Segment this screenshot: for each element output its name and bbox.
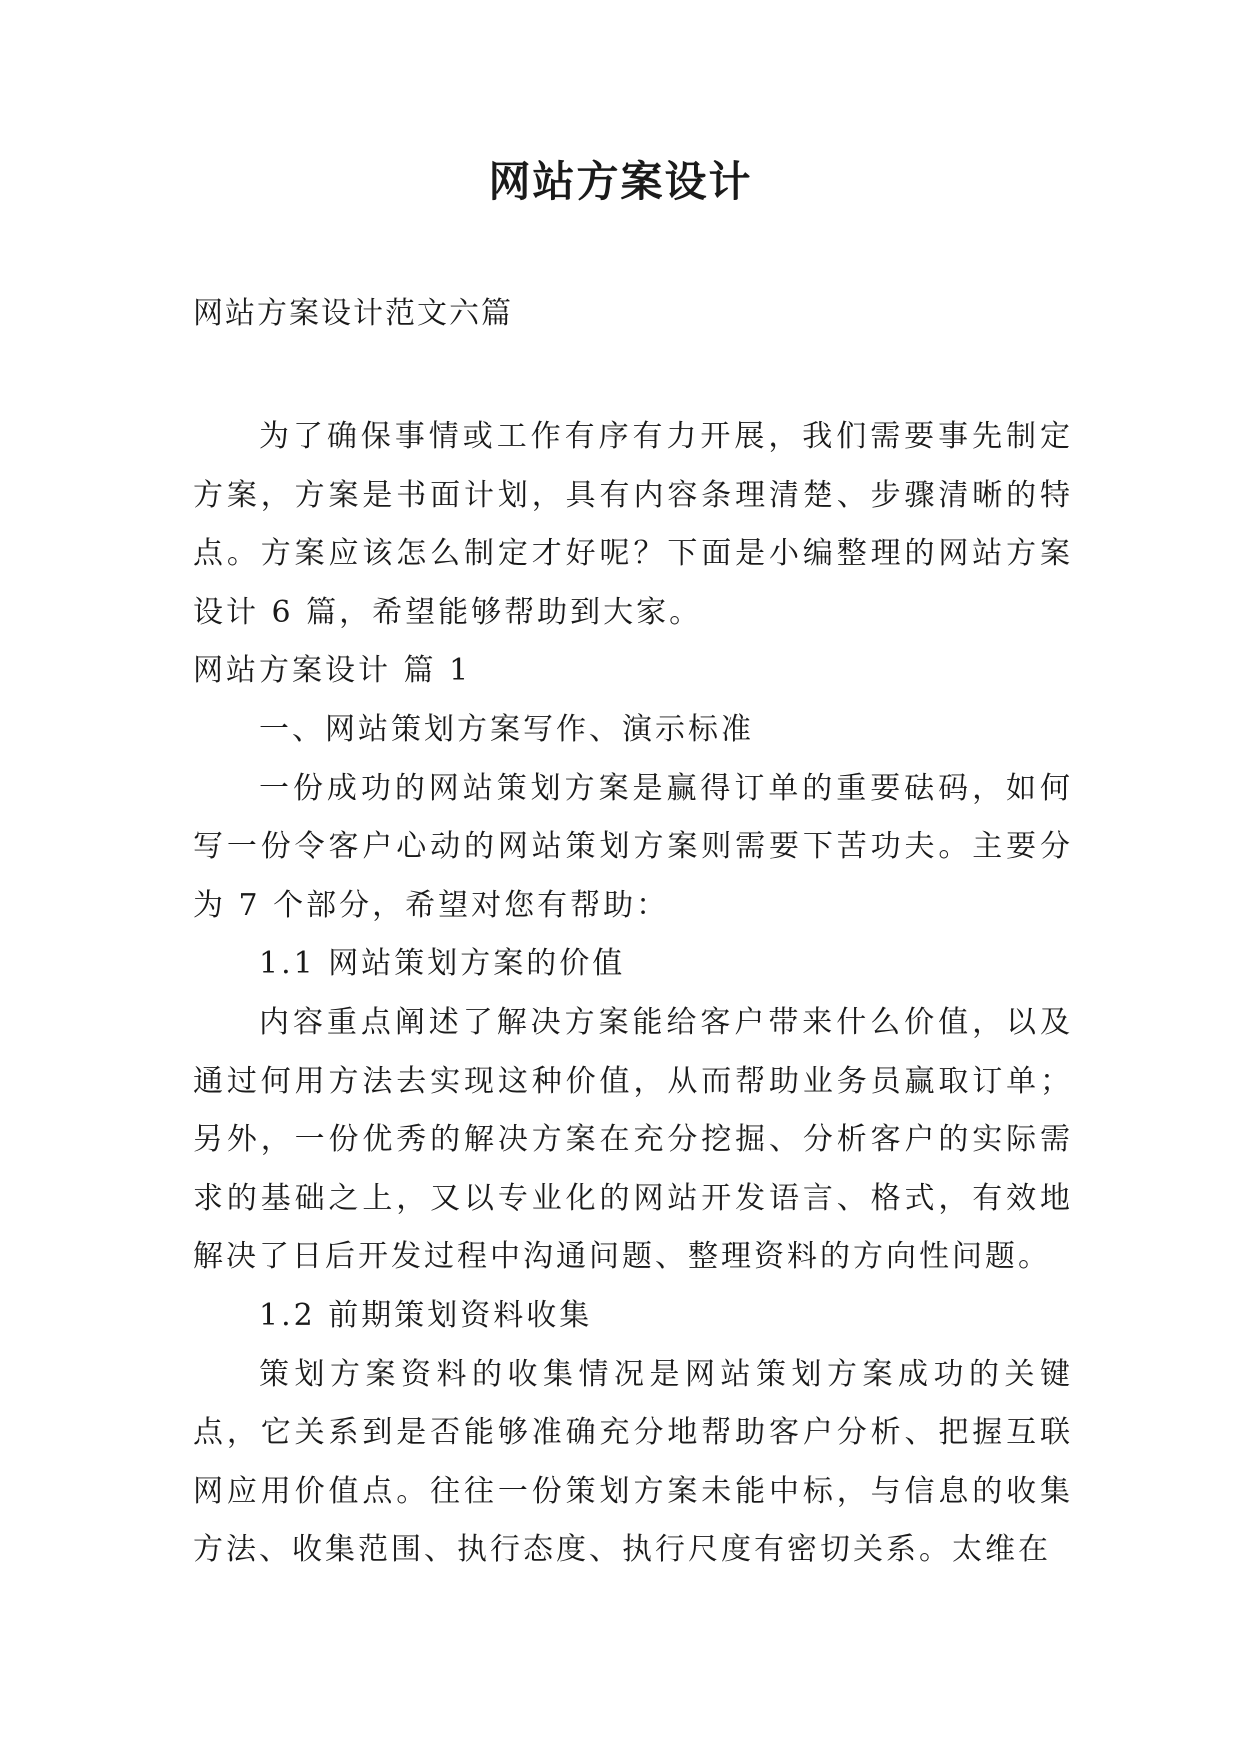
subsection-heading-value: 1.1 网站策划方案的价值 — [259, 946, 626, 982]
document-subtitle: 网站方案设计范文六篇 — [193, 296, 513, 331]
subsection-heading-collection: 1.2 前期策划资料收集 — [259, 1297, 593, 1333]
body-paragraph: 策划方案资料的收集情况是网站策划方案成功的关键点，它关系到是否能够准确充分地帮助客户分析、把握互联网应用价值点。往往一份策划方案未能中标，与信息的收集方法、收集范围、执行态度、执行尺度有密切关系。太维在 — [193, 1356, 1073, 1568]
document-body — [193, 408, 1073, 1580]
section-heading-standards: 一、网站策划方案写作、演示标准 — [259, 711, 754, 747]
intro-paragraph: 为了确保事情或工作有序有力开展，我们需要事先制定方案，方案是书面计划，具有内容条理清楚、步骤清晰的特点。方案应该怎么制定才好呢？下面是小编整理的网站方案设计 6 篇，希望能够帮助到大家。 — [193, 419, 1073, 630]
body-paragraph: 一份成功的网站策划方案是赢得订单的重要砝码，如何写一份令客户心动的网站策划方案则需要下苦功夫。主要分为 7 个部分，希望对您有帮助： — [193, 770, 1073, 923]
document-title: 网站方案设计 — [488, 157, 753, 206]
body-paragraph: 内容重点阐述了解决方案能给客户带来什么价值，以及通过何用方法去实现这种价值，从而帮助业务员赢取订单；另外，一份优秀的解决方案在充分挖掘、分析客户的实际需求的基础之上，又以专业化的网站开发语言、格式，有效地解决了日后开发过程中沟通问题、整理资料的方向性问题。 — [193, 1004, 1073, 1275]
section-heading-part1: 网站方案设计 篇 1 — [193, 653, 472, 689]
